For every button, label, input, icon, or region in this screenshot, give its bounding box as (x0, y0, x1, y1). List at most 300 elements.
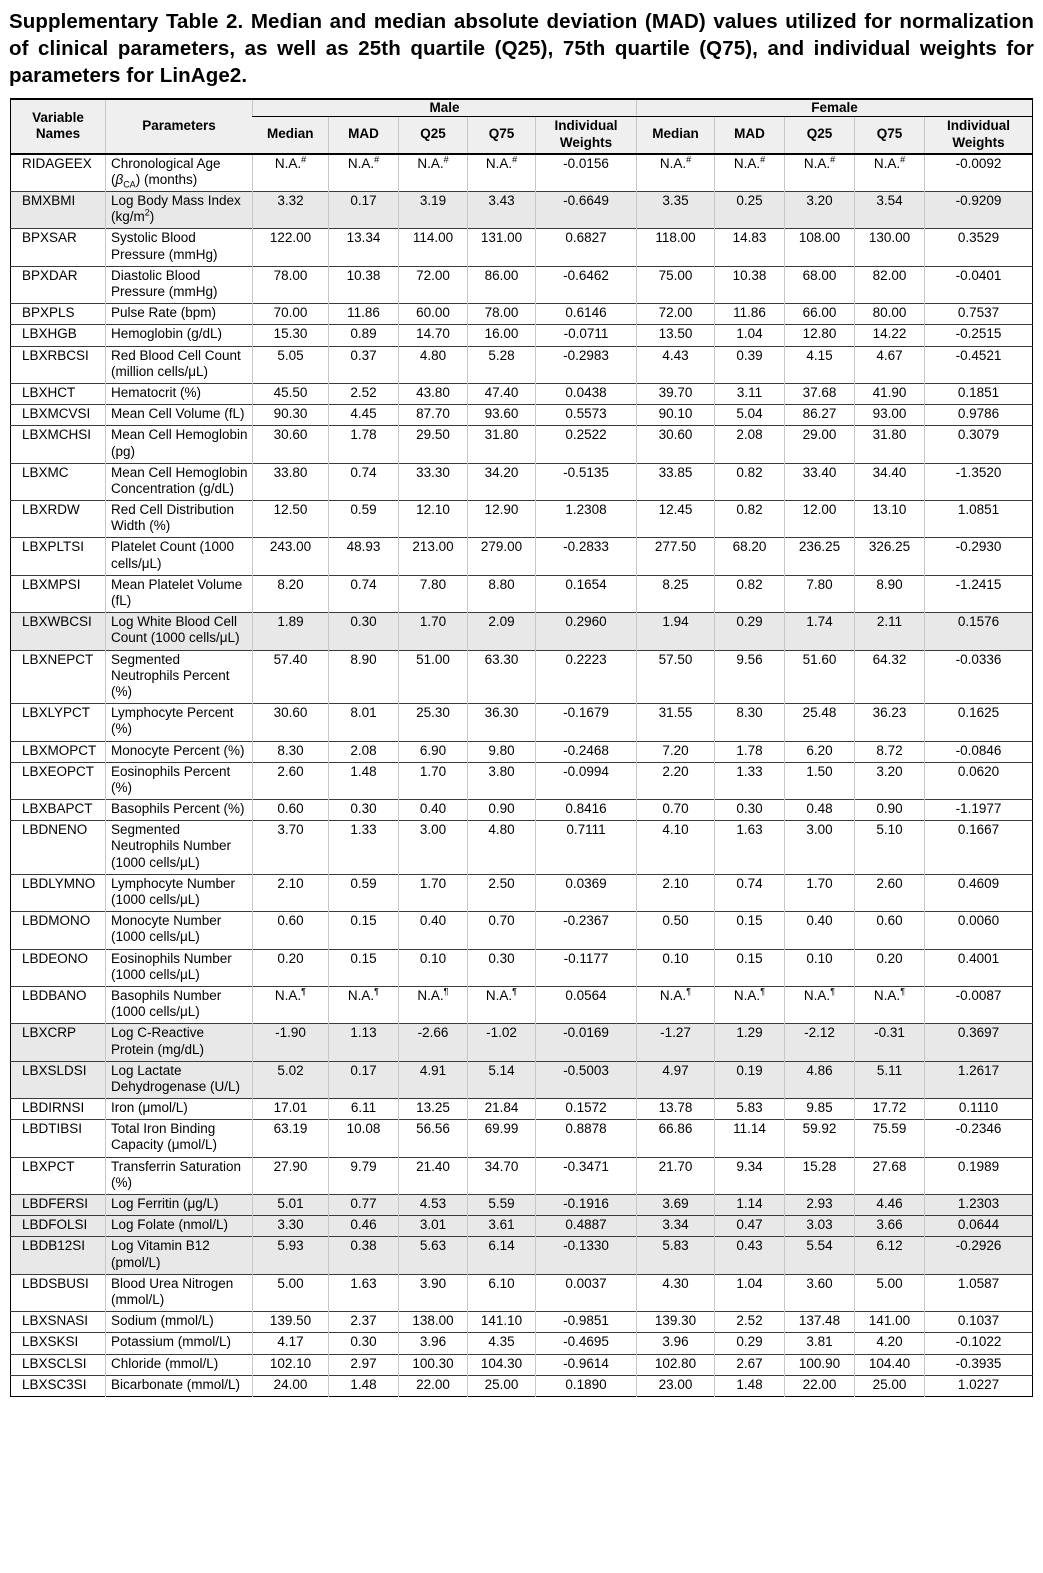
female-median-cell: 4.30 (636, 1274, 714, 1311)
female-mad-cell: 9.34 (714, 1157, 784, 1194)
female-mad-cell: 3.11 (714, 383, 784, 404)
variable-name-cell: LBXMC (10, 463, 105, 500)
female-q75-cell: 64.32 (854, 650, 924, 704)
female-individual-weights-cell: 1.0587 (924, 1274, 1032, 1311)
female-individual-weights-cell: -1.2415 (924, 575, 1032, 612)
parameter-cell: Mean Cell Hemoglobin Concentration (g/dL) (105, 463, 252, 500)
variable-name-cell: LBDEONO (10, 949, 105, 986)
variable-name-cell: LBDB12SI (10, 1237, 105, 1274)
female-q75-cell: 75.59 (854, 1120, 924, 1157)
male-q25-cell: 213.00 (398, 538, 467, 575)
female-median-cell: 13.78 (636, 1099, 714, 1120)
male-individual-weights-cell: -0.2367 (535, 912, 636, 949)
female-individual-weights-cell: 0.4001 (924, 949, 1032, 986)
female-q75-cell: 3.66 (854, 1216, 924, 1237)
male-individual-weights-cell: 0.8878 (535, 1120, 636, 1157)
variable-name-cell: LBDFOLSI (10, 1216, 105, 1237)
female-mad-cell: 1.63 (714, 821, 784, 875)
col-header-individual-weights-male: Individual Weights (535, 117, 636, 154)
female-median-cell: N.A.# (636, 154, 714, 192)
table-row (10, 575, 1032, 612)
male-q25-cell: 43.80 (398, 383, 467, 404)
male-mad-cell: 2.08 (328, 741, 398, 762)
female-median-cell: N.A.¶ (636, 986, 714, 1023)
female-mad-cell: 2.08 (714, 426, 784, 463)
female-q25-cell: 0.48 (784, 800, 854, 821)
parameter-cell: Log Folate (nmol/L) (105, 1216, 252, 1237)
variable-name-cell: LBDSBUSI (10, 1274, 105, 1311)
female-median-cell: 1.94 (636, 613, 714, 650)
female-q25-cell: 4.86 (784, 1061, 854, 1098)
female-individual-weights-cell: 0.3529 (924, 229, 1032, 266)
female-individual-weights-cell: 1.2303 (924, 1195, 1032, 1216)
col-header-mad-male: MAD (328, 117, 398, 154)
male-q25-cell: 33.30 (398, 463, 467, 500)
female-mad-cell: 0.74 (714, 874, 784, 911)
parameter-cell: Monocyte Percent (%) (105, 741, 252, 762)
female-median-cell: 3.35 (636, 192, 714, 229)
male-mad-cell: 0.74 (328, 575, 398, 612)
female-q75-cell: 17.72 (854, 1099, 924, 1120)
parameter-cell: Sodium (mmol/L) (105, 1312, 252, 1333)
variable-name-cell: LBXSCLSI (10, 1354, 105, 1375)
male-q25-cell: 51.00 (398, 650, 467, 704)
female-q25-cell: -2.12 (784, 1024, 854, 1061)
col-header-median-female: Median (636, 117, 714, 154)
male-mad-cell: 0.30 (328, 613, 398, 650)
variable-name-cell: LBXMCVSI (10, 405, 105, 426)
female-q75-cell: 8.72 (854, 741, 924, 762)
female-median-cell: 0.70 (636, 800, 714, 821)
female-individual-weights-cell: 0.4609 (924, 874, 1032, 911)
parameter-cell: Log White Blood Cell Count (1000 cells/μL) (105, 613, 252, 650)
female-q75-cell: 141.00 (854, 1312, 924, 1333)
table-row (10, 501, 1032, 538)
table-row (10, 704, 1032, 741)
female-median-cell: 13.50 (636, 325, 714, 346)
female-mad-cell: 0.47 (714, 1216, 784, 1237)
table-row (10, 650, 1032, 704)
male-mad-cell: 2.37 (328, 1312, 398, 1333)
male-individual-weights-cell: 0.0369 (535, 874, 636, 911)
table-row (10, 463, 1032, 500)
female-q25-cell: 9.85 (784, 1099, 854, 1120)
male-median-cell: N.A.# (252, 154, 328, 192)
male-median-cell: 17.01 (252, 1099, 328, 1120)
variable-name-cell: LBXCRP (10, 1024, 105, 1061)
female-q25-cell: 0.10 (784, 949, 854, 986)
female-q75-cell: 4.67 (854, 346, 924, 383)
male-median-cell: 122.00 (252, 229, 328, 266)
female-mad-cell: 0.29 (714, 613, 784, 650)
female-individual-weights-cell: 0.9786 (924, 405, 1032, 426)
male-individual-weights-cell: -0.2983 (535, 346, 636, 383)
female-median-cell: -1.27 (636, 1024, 714, 1061)
parameter-cell: Eosinophils Percent (%) (105, 762, 252, 799)
male-individual-weights-cell: 0.1654 (535, 575, 636, 612)
male-individual-weights-cell: -0.2833 (535, 538, 636, 575)
male-individual-weights-cell: -0.0711 (535, 325, 636, 346)
variable-name-cell: LBDBANO (10, 986, 105, 1023)
female-q25-cell: 68.00 (784, 266, 854, 303)
female-individual-weights-cell: -0.2346 (924, 1120, 1032, 1157)
male-q25-cell: 56.56 (398, 1120, 467, 1157)
parameter-cell: Segmented Neutrophils Percent (%) (105, 650, 252, 704)
table-row (10, 304, 1032, 325)
male-median-cell: 5.93 (252, 1237, 328, 1274)
female-individual-weights-cell: 0.1667 (924, 821, 1032, 875)
female-median-cell: 90.10 (636, 405, 714, 426)
female-q75-cell: 5.10 (854, 821, 924, 875)
female-q25-cell: 137.48 (784, 1312, 854, 1333)
female-q25-cell: 6.20 (784, 741, 854, 762)
male-q25-cell: 60.00 (398, 304, 467, 325)
parameter-cell: Total Iron Binding Capacity (μmol/L) (105, 1120, 252, 1157)
male-median-cell: 1.89 (252, 613, 328, 650)
male-mad-cell: 9.79 (328, 1157, 398, 1194)
female-mad-cell: 0.82 (714, 575, 784, 612)
male-individual-weights-cell: -0.0994 (535, 762, 636, 799)
male-median-cell: 8.20 (252, 575, 328, 612)
female-individual-weights-cell: -1.1977 (924, 800, 1032, 821)
male-individual-weights-cell: -0.9851 (535, 1312, 636, 1333)
male-q75-cell: 31.80 (467, 426, 535, 463)
male-median-cell: 4.17 (252, 1333, 328, 1354)
male-individual-weights-cell: -0.5135 (535, 463, 636, 500)
col-header-parameters: Parameters (105, 99, 252, 154)
variable-name-cell: LBDTIBSI (10, 1120, 105, 1157)
parameter-cell: Log Body Mass Index $(kg/m^2)$ (105, 192, 252, 229)
male-q75-cell: 6.10 (467, 1274, 535, 1311)
table-row (10, 1195, 1032, 1216)
male-q75-cell: 6.14 (467, 1237, 535, 1274)
male-q25-cell: 138.00 (398, 1312, 467, 1333)
female-median-cell: 31.55 (636, 704, 714, 741)
male-median-cell: 15.30 (252, 325, 328, 346)
female-median-cell: 2.10 (636, 874, 714, 911)
male-median-cell: -1.90 (252, 1024, 328, 1061)
female-q25-cell: 66.00 (784, 304, 854, 325)
female-q25-cell: 1.70 (784, 874, 854, 911)
male-median-cell: 0.60 (252, 912, 328, 949)
male-q75-cell: 12.90 (467, 501, 535, 538)
parameter-cell: Pulse Rate (bpm) (105, 304, 252, 325)
male-mad-cell: 48.93 (328, 538, 398, 575)
female-individual-weights-cell: -0.3935 (924, 1354, 1032, 1375)
female-q75-cell: 82.00 (854, 266, 924, 303)
male-q25-cell: 14.70 (398, 325, 467, 346)
female-q25-cell: 15.28 (784, 1157, 854, 1194)
female-q25-cell: 3.20 (784, 192, 854, 229)
male-q25-cell: 3.19 (398, 192, 467, 229)
female-median-cell: 3.69 (636, 1195, 714, 1216)
male-q75-cell: N.A.¶ (467, 986, 535, 1023)
male-median-cell: 12.50 (252, 501, 328, 538)
male-median-cell: 5.00 (252, 1274, 328, 1311)
female-q75-cell: 4.46 (854, 1195, 924, 1216)
table-row (10, 192, 1032, 229)
female-mad-cell: 0.30 (714, 800, 784, 821)
male-q75-cell: 34.70 (467, 1157, 535, 1194)
female-individual-weights-cell: 1.2617 (924, 1061, 1032, 1098)
variable-name-cell: LBXSKSI (10, 1333, 105, 1354)
male-mad-cell: 0.15 (328, 912, 398, 949)
parameter-cell: Basophils Percent (%) (105, 800, 252, 821)
variable-name-cell: LBXRDW (10, 501, 105, 538)
female-q75-cell: 6.12 (854, 1237, 924, 1274)
table-row (10, 1061, 1032, 1098)
male-mad-cell: 0.37 (328, 346, 398, 383)
female-q25-cell: 3.60 (784, 1274, 854, 1311)
parameter-cell: Hemoglobin (g/dL) (105, 325, 252, 346)
variable-name-cell: LBXPLTSI (10, 538, 105, 575)
male-q25-cell: 3.96 (398, 1333, 467, 1354)
table-row (10, 1237, 1032, 1274)
male-mad-cell: 10.08 (328, 1120, 398, 1157)
female-individual-weights-cell: -0.0092 (924, 154, 1032, 192)
male-median-cell: 139.50 (252, 1312, 328, 1333)
male-median-cell: 102.10 (252, 1354, 328, 1375)
variable-name-cell: LBDIRNSI (10, 1099, 105, 1120)
male-q25-cell: 21.40 (398, 1157, 467, 1194)
male-mad-cell: 2.52 (328, 383, 398, 404)
female-q25-cell: 108.00 (784, 229, 854, 266)
female-q25-cell: 1.50 (784, 762, 854, 799)
male-individual-weights-cell: -0.1916 (535, 1195, 636, 1216)
table-row (10, 762, 1032, 799)
table-title: Supplementary Table 2. Median and median absolute deviation (MAD) values utilized for normalization of clinical parameters, as well as 25th quartile (Q25), 75th quartile (Q75), and individual weights for parameters for LinAge2. (9, 10, 1034, 88)
col-header-mad-female: MAD (714, 117, 784, 154)
col-group-female: Female (636, 99, 1032, 117)
male-q75-cell: 93.60 (467, 405, 535, 426)
table-row (10, 874, 1032, 911)
male-median-cell: 57.40 (252, 650, 328, 704)
table-row (10, 426, 1032, 463)
female-mad-cell: 0.25 (714, 192, 784, 229)
female-mad-cell: 0.82 (714, 463, 784, 500)
parameter-cell: Segmented Neutrophils Number (1000 cells/μL) (105, 821, 252, 875)
female-mad-cell: 14.83 (714, 229, 784, 266)
female-median-cell: 33.85 (636, 463, 714, 500)
table-row (10, 1216, 1032, 1237)
female-median-cell: 75.00 (636, 266, 714, 303)
male-q25-cell: 0.40 (398, 800, 467, 821)
female-median-cell: 39.70 (636, 383, 714, 404)
female-median-cell: 139.30 (636, 1312, 714, 1333)
table-row (10, 383, 1032, 404)
variable-name-cell: LBXPCT (10, 1157, 105, 1194)
table-header (10, 99, 1032, 154)
male-median-cell: 0.60 (252, 800, 328, 821)
col-group-male: Male (252, 99, 636, 117)
variable-name-cell: BPXSAR (10, 229, 105, 266)
male-mad-cell: 0.59 (328, 501, 398, 538)
male-median-cell: 2.60 (252, 762, 328, 799)
parameter-cell: Lymphocyte Percent (%) (105, 704, 252, 741)
male-q25-cell: -2.66 (398, 1024, 467, 1061)
table-row (10, 741, 1032, 762)
female-mad-cell: 5.83 (714, 1099, 784, 1120)
male-q25-cell: 4.80 (398, 346, 467, 383)
female-mad-cell: 9.56 (714, 650, 784, 704)
male-q25-cell: N.A.¶ (398, 986, 467, 1023)
female-individual-weights-cell: -0.1022 (924, 1333, 1032, 1354)
female-median-cell: 4.43 (636, 346, 714, 383)
variable-name-cell: LBXSNASI (10, 1312, 105, 1333)
col-header-q75-male: Q75 (467, 117, 535, 154)
male-q25-cell: 0.10 (398, 949, 467, 986)
female-q75-cell: 104.40 (854, 1354, 924, 1375)
male-median-cell: 30.60 (252, 704, 328, 741)
male-median-cell: 27.90 (252, 1157, 328, 1194)
parameter-cell: Mean Cell Hemoglobin (pg) (105, 426, 252, 463)
female-mad-cell: N.A.# (714, 154, 784, 192)
parameter-cell: Red Cell Distribution Width (%) (105, 501, 252, 538)
female-median-cell: 21.70 (636, 1157, 714, 1194)
male-mad-cell: 11.86 (328, 304, 398, 325)
parameter-cell: Bicarbonate (mmol/L) (105, 1375, 252, 1396)
female-q75-cell: 2.60 (854, 874, 924, 911)
variable-name-cell: LBXNEPCT (10, 650, 105, 704)
parameter-cell: Diastolic Blood Pressure (mmHg) (105, 266, 252, 303)
female-q75-cell: 326.25 (854, 538, 924, 575)
female-q75-cell: 4.20 (854, 1333, 924, 1354)
variable-name-cell: BPXDAR (10, 266, 105, 303)
male-median-cell: 8.30 (252, 741, 328, 762)
female-q75-cell: 5.11 (854, 1061, 924, 1098)
female-q25-cell: 1.74 (784, 613, 854, 650)
male-q25-cell: 6.90 (398, 741, 467, 762)
female-median-cell: 118.00 (636, 229, 714, 266)
male-mad-cell: N.A.¶ (328, 986, 398, 1023)
male-q75-cell: 5.59 (467, 1195, 535, 1216)
female-individual-weights-cell: -0.0087 (924, 986, 1032, 1023)
female-q75-cell: 3.54 (854, 192, 924, 229)
female-median-cell: 102.80 (636, 1354, 714, 1375)
female-q25-cell: 25.48 (784, 704, 854, 741)
male-q25-cell: 29.50 (398, 426, 467, 463)
female-q75-cell: 80.00 (854, 304, 924, 325)
variable-name-cell: LBXHCT (10, 383, 105, 404)
male-individual-weights-cell: -0.4695 (535, 1333, 636, 1354)
female-median-cell: 57.50 (636, 650, 714, 704)
male-median-cell: 24.00 (252, 1375, 328, 1396)
female-individual-weights-cell: 0.0620 (924, 762, 1032, 799)
male-mad-cell: 0.15 (328, 949, 398, 986)
col-header-individual-weights-female: Individual Weights (924, 117, 1032, 154)
male-mad-cell: 10.38 (328, 266, 398, 303)
female-mad-cell: 0.39 (714, 346, 784, 383)
table-row (10, 1157, 1032, 1194)
female-median-cell: 0.50 (636, 912, 714, 949)
male-q25-cell: 13.25 (398, 1099, 467, 1120)
male-median-cell: 63.19 (252, 1120, 328, 1157)
table-row (10, 266, 1032, 303)
table-row (10, 613, 1032, 650)
male-q75-cell: 5.14 (467, 1061, 535, 1098)
parameter-cell: Mean Cell Volume (fL) (105, 405, 252, 426)
female-q25-cell: 100.90 (784, 1354, 854, 1375)
male-q75-cell: 16.00 (467, 325, 535, 346)
variable-name-cell: BPXPLS (10, 304, 105, 325)
female-q75-cell: N.A.# (854, 154, 924, 192)
female-individual-weights-cell: 0.1037 (924, 1312, 1032, 1333)
male-individual-weights-cell: 0.8416 (535, 800, 636, 821)
parameter-cell: Basophils Number (1000 cells/μL) (105, 986, 252, 1023)
female-q25-cell: 5.54 (784, 1237, 854, 1274)
male-mad-cell: 1.13 (328, 1024, 398, 1061)
female-mad-cell: 5.04 (714, 405, 784, 426)
female-median-cell: 277.50 (636, 538, 714, 575)
table-body (10, 154, 1032, 1397)
male-individual-weights-cell: 0.2960 (535, 613, 636, 650)
col-header-q25-female: Q25 (784, 117, 854, 154)
female-individual-weights-cell: 0.3697 (924, 1024, 1032, 1061)
male-q75-cell: 25.00 (467, 1375, 535, 1396)
female-q75-cell: 93.00 (854, 405, 924, 426)
female-mad-cell: 0.82 (714, 501, 784, 538)
male-individual-weights-cell: -0.1679 (535, 704, 636, 741)
male-q75-cell: 21.84 (467, 1099, 535, 1120)
female-mad-cell: 10.38 (714, 266, 784, 303)
female-median-cell: 66.86 (636, 1120, 714, 1157)
supplementary-table (10, 98, 1033, 1397)
male-mad-cell: 1.48 (328, 1375, 398, 1396)
col-header-variable-names: Variable Names (10, 99, 105, 154)
table-row (10, 1333, 1032, 1354)
variable-name-cell: LBXEOPCT (10, 762, 105, 799)
male-q75-cell: 34.20 (467, 463, 535, 500)
parameter-cell: Log C-Reactive Protein (mg/dL) (105, 1024, 252, 1061)
male-q75-cell: 5.28 (467, 346, 535, 383)
male-median-cell: 3.30 (252, 1216, 328, 1237)
female-mad-cell: 11.86 (714, 304, 784, 325)
male-individual-weights-cell: 0.6827 (535, 229, 636, 266)
male-q75-cell: 0.90 (467, 800, 535, 821)
male-q75-cell: 4.35 (467, 1333, 535, 1354)
male-individual-weights-cell: 0.0037 (535, 1274, 636, 1311)
female-q75-cell: 0.60 (854, 912, 924, 949)
female-individual-weights-cell: 0.1110 (924, 1099, 1032, 1120)
female-q75-cell: 0.90 (854, 800, 924, 821)
male-q25-cell: 100.30 (398, 1354, 467, 1375)
variable-name-cell: LBXHGB (10, 325, 105, 346)
male-q25-cell: 3.90 (398, 1274, 467, 1311)
female-median-cell: 8.25 (636, 575, 714, 612)
female-individual-weights-cell: -0.2930 (924, 538, 1032, 575)
male-mad-cell: 0.30 (328, 800, 398, 821)
table-row (10, 1354, 1032, 1375)
female-q25-cell: 12.80 (784, 325, 854, 346)
female-median-cell: 4.10 (636, 821, 714, 875)
male-q25-cell: 4.53 (398, 1195, 467, 1216)
table-row (10, 821, 1032, 875)
col-header-q25-male: Q25 (398, 117, 467, 154)
table-row (10, 1375, 1032, 1396)
male-individual-weights-cell: 0.2522 (535, 426, 636, 463)
table-row (10, 1099, 1032, 1120)
male-median-cell: 5.02 (252, 1061, 328, 1098)
table-row (10, 986, 1032, 1023)
male-q25-cell: 22.00 (398, 1375, 467, 1396)
male-mad-cell: 8.01 (328, 704, 398, 741)
female-median-cell: 2.20 (636, 762, 714, 799)
male-individual-weights-cell: -0.1177 (535, 949, 636, 986)
table-row (10, 1312, 1032, 1333)
male-q25-cell: 5.63 (398, 1237, 467, 1274)
male-q75-cell: 0.70 (467, 912, 535, 949)
table-row (10, 405, 1032, 426)
